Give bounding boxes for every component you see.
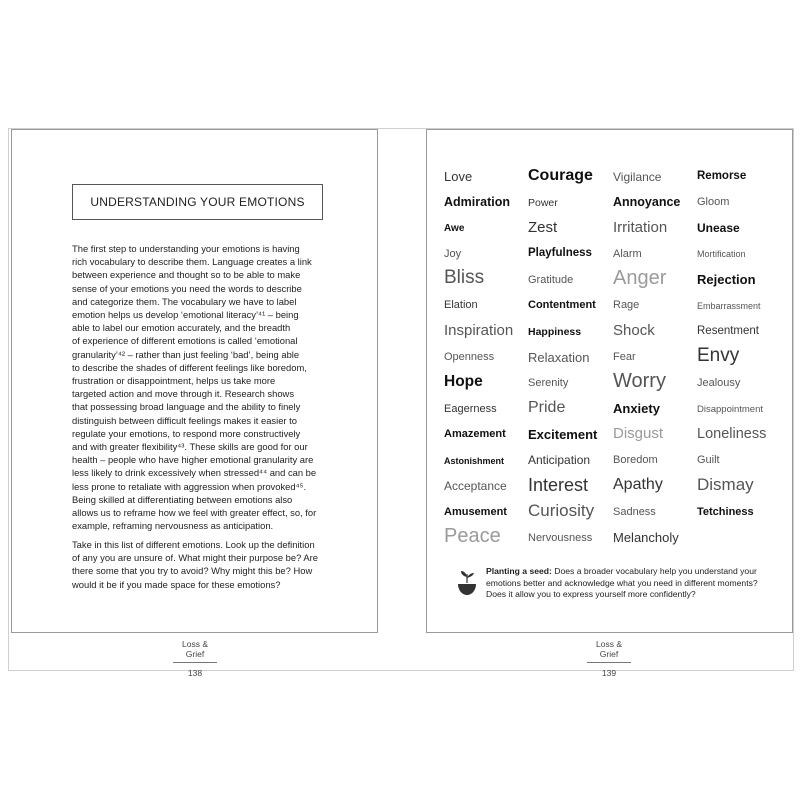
emotion-word: Melancholy <box>613 530 679 546</box>
emotion-word: Embarrassment <box>697 301 761 311</box>
seedling-icon <box>456 570 478 596</box>
emotion-word: Disappointment <box>697 403 764 415</box>
left-footer-chapter: Loss & Grief <box>173 639 217 663</box>
emotion-word: Anger <box>613 266 667 289</box>
text-line: there some that you try to avoid? Why might this be? How <box>72 565 313 577</box>
text-line: targeted action and move through it. Research shows <box>72 388 295 400</box>
right-footer-chapter: Loss & Grief <box>587 639 631 663</box>
right-page <box>426 129 793 633</box>
emotion-word: Excitement <box>528 426 598 442</box>
emotion-word: Anticipation <box>528 453 591 468</box>
emotion-word: Openness <box>444 351 495 363</box>
text-line: frustration or disappointment, helps us take more <box>72 375 276 387</box>
emotion-word: Astonishment <box>444 455 505 466</box>
left-page-number: 138 <box>187 668 203 678</box>
emotion-word: Anxiety <box>613 401 660 417</box>
emotion-word: Alarm <box>613 247 642 260</box>
emotion-word: Envy <box>697 344 740 366</box>
emotion-word: Guilt <box>697 454 720 467</box>
prompt-paragraph <box>72 538 328 591</box>
emotion-word: Annoyance <box>613 195 681 209</box>
text-line: to describe the shades of different feelings like boredom, <box>72 361 307 373</box>
text-line: regulate your emotions, to respond more constructively <box>72 427 301 439</box>
emotion-word: Admiration <box>444 195 510 209</box>
emotion-word: Curiosity <box>528 501 595 521</box>
text-line: would it be if you made space for these emotions? <box>72 578 281 590</box>
text-line: Being skilled at differentiating between emotions also <box>72 493 293 505</box>
left-page <box>11 129 378 633</box>
emotion-word: Gratitude <box>528 273 574 286</box>
emotion-word: Rejection <box>697 272 756 288</box>
emotion-word: Acceptance <box>444 479 507 494</box>
text-line: that possessing broad language and the ability to finely <box>72 401 301 413</box>
text-line: distinguish between difficult feelings makes it easier to <box>72 414 297 426</box>
emotion-word: Sadness <box>613 505 656 518</box>
text-line: allows us to reframe how we feel with greater effect, so, for <box>72 507 317 519</box>
emotion-word: Loneliness <box>697 425 767 442</box>
emotion-word: Fear <box>613 351 636 363</box>
emotion-word: Love <box>444 168 473 184</box>
left-footer <box>135 639 255 678</box>
emotion-word: Shock <box>613 322 655 340</box>
section-heading: UNDERSTANDING YOUR EMOTIONS <box>72 184 323 220</box>
emotion-word: Interest <box>528 474 589 495</box>
emotion-word: Boredom <box>613 454 658 467</box>
right-footer <box>549 639 669 678</box>
emotion-word: Relaxation <box>528 349 590 365</box>
emotion-word: Courage <box>528 166 593 184</box>
text-line: emotion helps us develop ‘emotional literacy’⁴¹ – being <box>72 309 299 321</box>
text-line: and with greater flexibility⁴³. These skills are good for our <box>72 441 308 453</box>
emotion-word: Amusement <box>444 505 507 518</box>
text-line: of any you are unsure of. What might their purpose be? Are <box>72 552 318 564</box>
emotion-word: Apathy <box>613 476 663 494</box>
emotion-word: Hope <box>444 373 483 391</box>
emotion-word: Rage <box>613 299 640 312</box>
text-line: sense of your emotions you need the words to describe <box>72 282 302 294</box>
text-line: granularity’⁴² – rather than just feeling ‘bad’, being able <box>72 348 300 360</box>
planting-a-seed-note <box>486 566 776 601</box>
emotion-word: Zest <box>528 218 558 236</box>
text-line: and categorize them. The vocabulary we have to label <box>72 295 297 307</box>
seed-label: Planting a seed: <box>486 566 552 576</box>
text-line: example, reframing nervousness as anticipation. <box>72 520 274 532</box>
seed-text-line-1: Does a broader vocabulary help you understand your <box>551 566 757 576</box>
emotion-word: Contentment <box>528 299 596 312</box>
seed-text-line-3: Does it allow you to express yourself more confidently? <box>486 589 696 599</box>
text-line: The first step to understanding your emotions is having <box>72 243 300 254</box>
text-line: health – people who have higher emotional granularity are <box>72 454 314 466</box>
right-page-number: 139 <box>601 668 617 678</box>
emotion-word: Happiness <box>528 325 582 338</box>
emotion-word: Irritation <box>613 218 668 236</box>
text-line: Take in this list of different emotions. Look up the definition <box>72 539 315 550</box>
emotion-word: Nervousness <box>528 531 593 544</box>
text-line: between experience and thought so to be able to make <box>72 269 301 281</box>
emotion-word: Pride <box>528 398 566 416</box>
emotion-word: Awe <box>444 222 465 234</box>
emotion-word: Disgust <box>613 425 664 443</box>
emotion-word: Worry <box>613 369 666 392</box>
text-line: less likely to drink excessively when stressed⁴⁴ and can be <box>72 467 317 479</box>
emotion-word: Tetchiness <box>697 505 754 518</box>
emotion-word: Joy <box>444 247 462 260</box>
emotion-word: Elation <box>444 299 478 312</box>
intro-paragraph <box>72 242 328 532</box>
seed-text-line-2: emotions better and acknowledge what you need in different moments? <box>486 577 758 588</box>
emotion-word: Bliss <box>444 267 485 289</box>
emotion-word: Inspiration <box>444 322 514 340</box>
emotion-word: Remorse <box>697 170 747 182</box>
emotion-word: Peace <box>444 524 501 547</box>
text-line: rich vocabulary to describe them. Language creates a link <box>72 256 312 268</box>
emotion-word: Eagerness <box>444 402 497 415</box>
emotion-word: Amazement <box>444 428 506 441</box>
emotion-word: Mortification <box>697 249 746 260</box>
emotion-word: Jealousy <box>697 376 741 389</box>
text-line: less prone to retaliate with aggression when provoked⁴⁵. <box>72 480 307 492</box>
emotion-word: Serenity <box>528 376 569 389</box>
emotion-word: Vigilance <box>613 169 662 184</box>
emotion-word: Playfulness <box>528 247 592 260</box>
emotion-word: Resentment <box>697 324 760 337</box>
emotion-word: Dismay <box>697 475 754 495</box>
text-line: able to label our emotion accurately, and the breadth <box>72 322 291 334</box>
emotion-word: Power <box>528 196 558 209</box>
emotion-word: Unease <box>697 221 740 236</box>
emotion-word: Gloom <box>697 196 730 209</box>
text-line: of experience of different emotions is called ‘emotional <box>72 335 298 347</box>
